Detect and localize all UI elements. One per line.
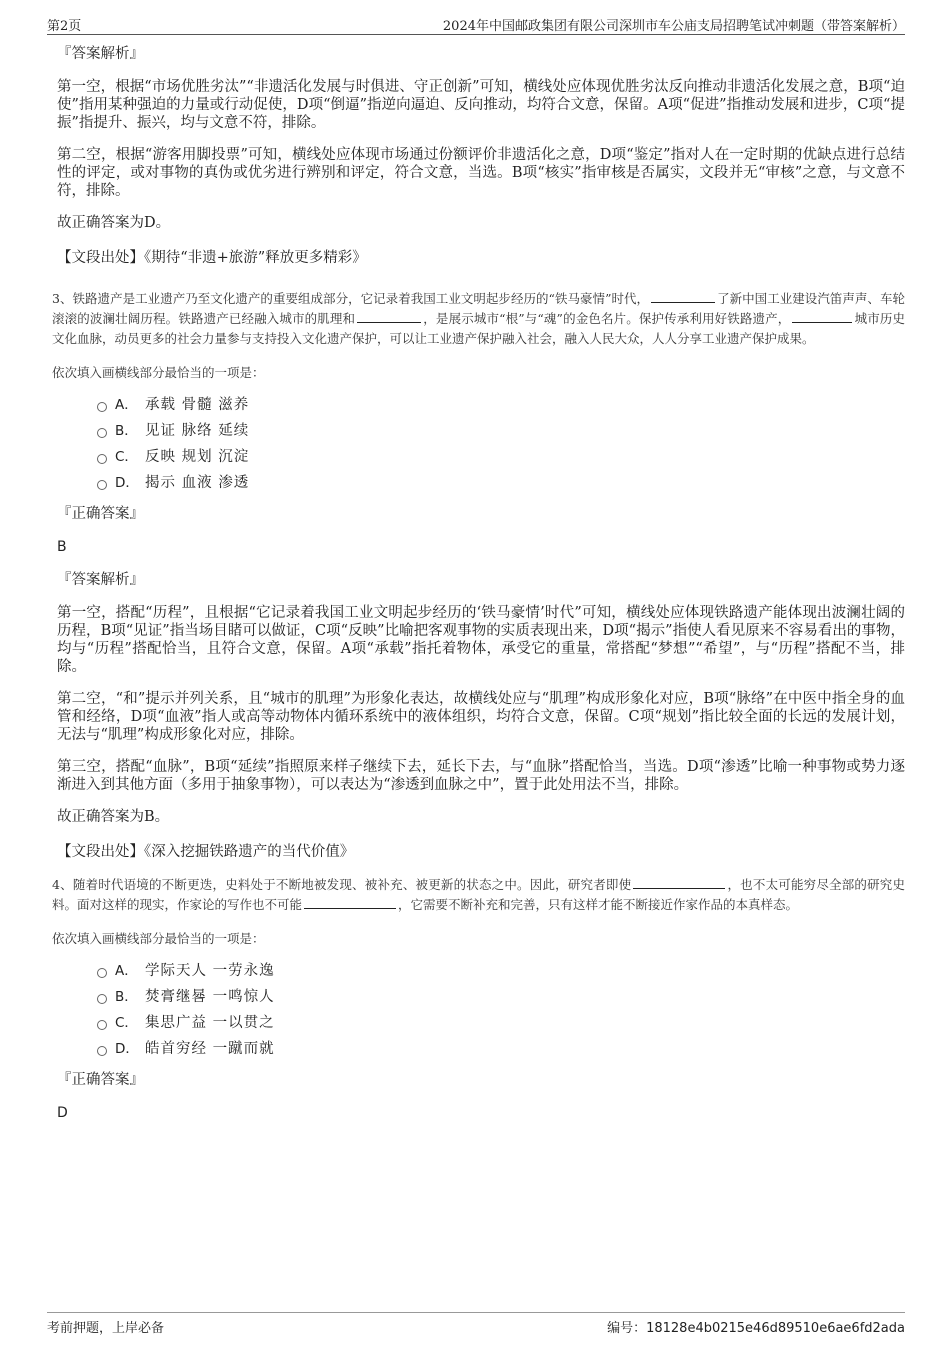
answer-analysis-label: 『答案解析』 [57,572,144,588]
page-footer [47,1312,905,1335]
option-letter: A． [115,397,138,413]
page-number: 第2页 [47,19,82,34]
source-citation: 【文段出处】《期待“非遗+旅游”释放更多精彩》 [57,250,367,266]
fill-blank [304,897,396,909]
radio-button[interactable] [97,428,107,438]
option-c[interactable] [57,1012,905,1038]
radio-button[interactable] [97,402,107,412]
option-letter: A． [115,963,138,979]
radio-button[interactable] [97,1020,107,1030]
analysis-paragraph: 第二空，“和”提示并列关系，且“城市的肌理”为形象化表达，故横线处应与“肌理”构成形象化对应，B项“脉络”在中医中指全身的血管和经络，D项“血液”指人或高等动物体内循环系统中的液体组织，均符合文意，保留。C项“规划”指比较全面的长远的发展计划，无法与“肌理”构成形象化对应，排除。 [57,691,905,743]
option-letter: C． [115,1015,138,1031]
radio-button[interactable] [97,994,107,1004]
option-b[interactable] [57,420,905,446]
option-d[interactable] [57,472,905,498]
fill-blank [651,291,715,303]
option-b[interactable] [57,986,905,1012]
fill-blank [633,877,725,889]
correct-answer-label: 『正确答案』 [57,1072,144,1088]
option-letter: B． [115,423,138,439]
option-text: 集思广益 一以贯之 [145,1015,275,1031]
radio-button[interactable] [97,968,107,978]
question-4-options [57,960,905,1064]
option-a[interactable] [57,394,905,420]
fill-blank [792,311,852,323]
option-letter: D． [115,1041,139,1057]
option-text: 见证 脉络 延续 [145,423,250,439]
correct-answer-value: D [57,1105,68,1121]
question-prompt: 依次填入画横线部分最恰当的一项是： [52,365,265,380]
footer-slogan: 考前押题，上岸必备 [47,1321,165,1336]
option-letter: D． [115,475,139,491]
analysis-paragraph: 第一空，搭配“历程”，且根据“它记录着我国工业文明起步经历的‘铁马豪情’时代”可知，横线处应体现铁路遗产能体现出波澜壮阔的历程，B项“见证”指当场目睹可以做证，C项“反映”比喻把客观事物的实质表现出来，D项“揭示”指使人看见原来不容易看出的事物，均与“历程”搭配恰当，且符合文意，保留。A项“承载”指托着物体，承受它的重量，常搭配“梦想”“希望”，与“历程”搭配不当，排除。 [57,605,905,675]
source-citation: 【文段出处】《深入挖掘铁路遗产的当代价值》 [57,844,355,860]
analysis-paragraph: 第三空，搭配“血脉”，B项“延续”指照原来样子继续下去，延长下去，与“血脉”搭配恰当，当选。D项“渗透”比喻一种事物或势力逐渐进入到其他方面（多用于抽象事物），可以表达为“渗透到血脉之中”，置于此处用法不当，排除。 [57,759,905,793]
document-id: 编号：18128e4b0215e46d89510e6ae6fd2ada [607,1321,905,1336]
option-text: 皓首穷经 一蹴而就 [145,1041,275,1057]
document-title: 2024年中国邮政集团有限公司深圳市车公庙支局招聘笔试冲刺题（带答案解析） [442,19,905,34]
analysis-paragraph: 第一空，根据“市场优胜劣汰”“非遗活化发展与时俱进、守正创新”可知，横线处应体现优胜劣汰反向推动非遗活化发展之意，B项“迫使”指用某种强迫的力量或行动促使，D项“倒逼”指逆向逼迫、反向推动，均符合文意，保留。A项“促进”指推动发展和进步，C项“提振”指提升、振兴，均与文意不符，排除。 [57,79,905,131]
option-d[interactable] [57,1038,905,1064]
answer-conclusion: 故正确答案为D。 [57,215,171,231]
option-letter: C． [115,449,138,465]
option-c[interactable] [57,446,905,472]
analysis-paragraph: 第二空，根据“游客用脚投票”可知，横线处应体现市场通过份额评价非遗活化之意，D项“鉴定”指对人在一定时期的优缺点进行总结性的评定，或对事物的真伪或优劣进行辨别和评定，符合文意，当选。B项“核实”指审核是否属实，文段并无“审核”之意，与文意不符，排除。 [57,147,905,199]
page-header [47,14,905,35]
question-3-text: 3、铁路遗产是工业遗产乃至文化遗产的重要组成部分，它记录着我国工业文明起步经历的“铁马豪情”时代， 了新中国工业建设汽笛声声、车轮滚滚的波澜壮阔历程。铁路遗产已经融入城市的肌理和 ，是展示城市“根”与“魂”的金色名片。保护传承利用好铁路遗产， 城市历史文化血脉，动员更多的社会力量参与支持投入文化遗产保护，可以让工业遗产保护融入社会，融入人民大众，人人分享工业遗产保护成果。 [52,291,905,346]
radio-button[interactable] [97,480,107,490]
radio-button[interactable] [97,1046,107,1056]
option-a[interactable] [57,960,905,986]
question-3-options [57,394,905,498]
option-text: 承载 骨髓 滋养 [145,397,250,413]
page-content [52,44,905,1136]
fill-blank [357,311,421,323]
radio-button[interactable] [97,454,107,464]
option-text: 揭示 血液 渗透 [145,475,250,491]
answer-conclusion: 故正确答案为B。 [57,809,170,825]
correct-answer-value: B [57,539,67,555]
question-4-text: 4、随着时代语境的不断更迭，史料处于不断地被发现、被补充、被更新的状态之中。因此，研究者即使 ，也不太可能穷尽全部的研究史料。面对这样的现实，作家论的写作也不可能 ，它需要不断补充和完善，只有这样才能不断接近作家作品的本真样态。 [52,877,905,912]
answer-analysis-label: 『答案解析』 [57,46,144,62]
option-text: 反映 规划 沉淀 [145,449,250,465]
option-text: 学际天人 一劳永逸 [145,963,275,979]
correct-answer-label: 『正确答案』 [57,506,144,522]
option-letter: B． [115,989,138,1005]
option-text: 焚膏继晷 一鸣惊人 [145,989,275,1005]
question-prompt: 依次填入画横线部分最恰当的一项是： [52,931,265,946]
